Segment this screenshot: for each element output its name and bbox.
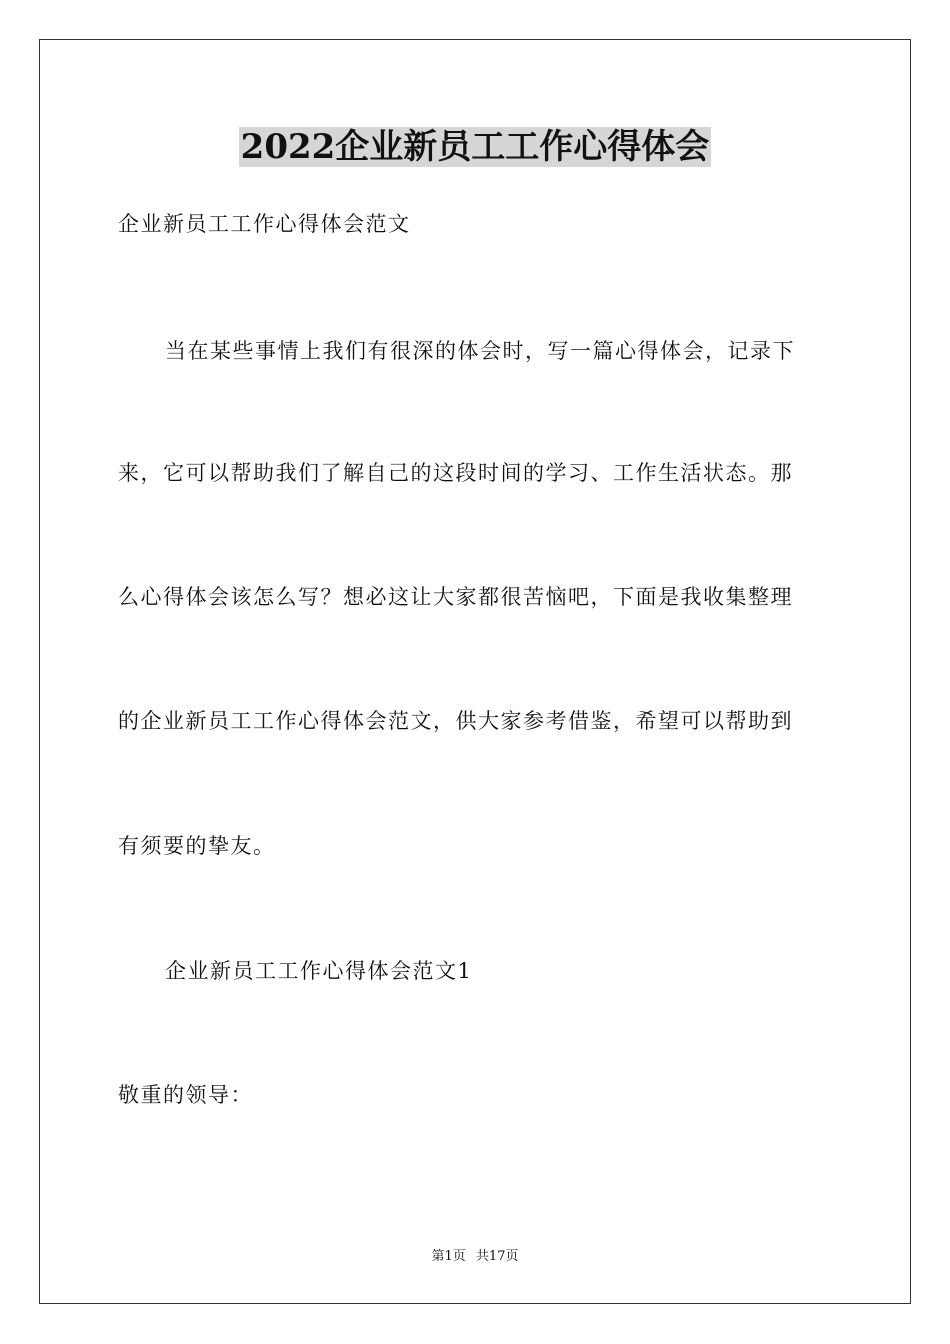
intro-line-1: 当在某些事情上我们有很深的体会时，写一篇心得体会，记录下 [165, 339, 795, 363]
document-title [0, 124, 950, 170]
document-subtitle: 企业新员工工作心得体会范文 [118, 212, 411, 236]
intro-line-5: 有须要的挚友。 [118, 834, 276, 858]
intro-line-3: 么心得体会该怎么写？想必这让大家都很苦恼吧，下面是我收集整理 [118, 585, 793, 609]
intro-line-2: 来，它可以帮助我们了解自己的这段时间的学习、工作生活状态。那 [118, 461, 793, 485]
salutation: 敬重的领导： [118, 1083, 253, 1107]
document-title-text: 2022企业新员工工作心得体会 [240, 127, 710, 167]
intro-line-4: 的企业新员工工作心得体会范文，供大家参考借鉴，希望可以帮助到 [118, 709, 793, 733]
page-footer: 第1页 共17页 [431, 1249, 519, 1264]
section-heading: 企业新员工工作心得体会范文1 [165, 959, 473, 983]
